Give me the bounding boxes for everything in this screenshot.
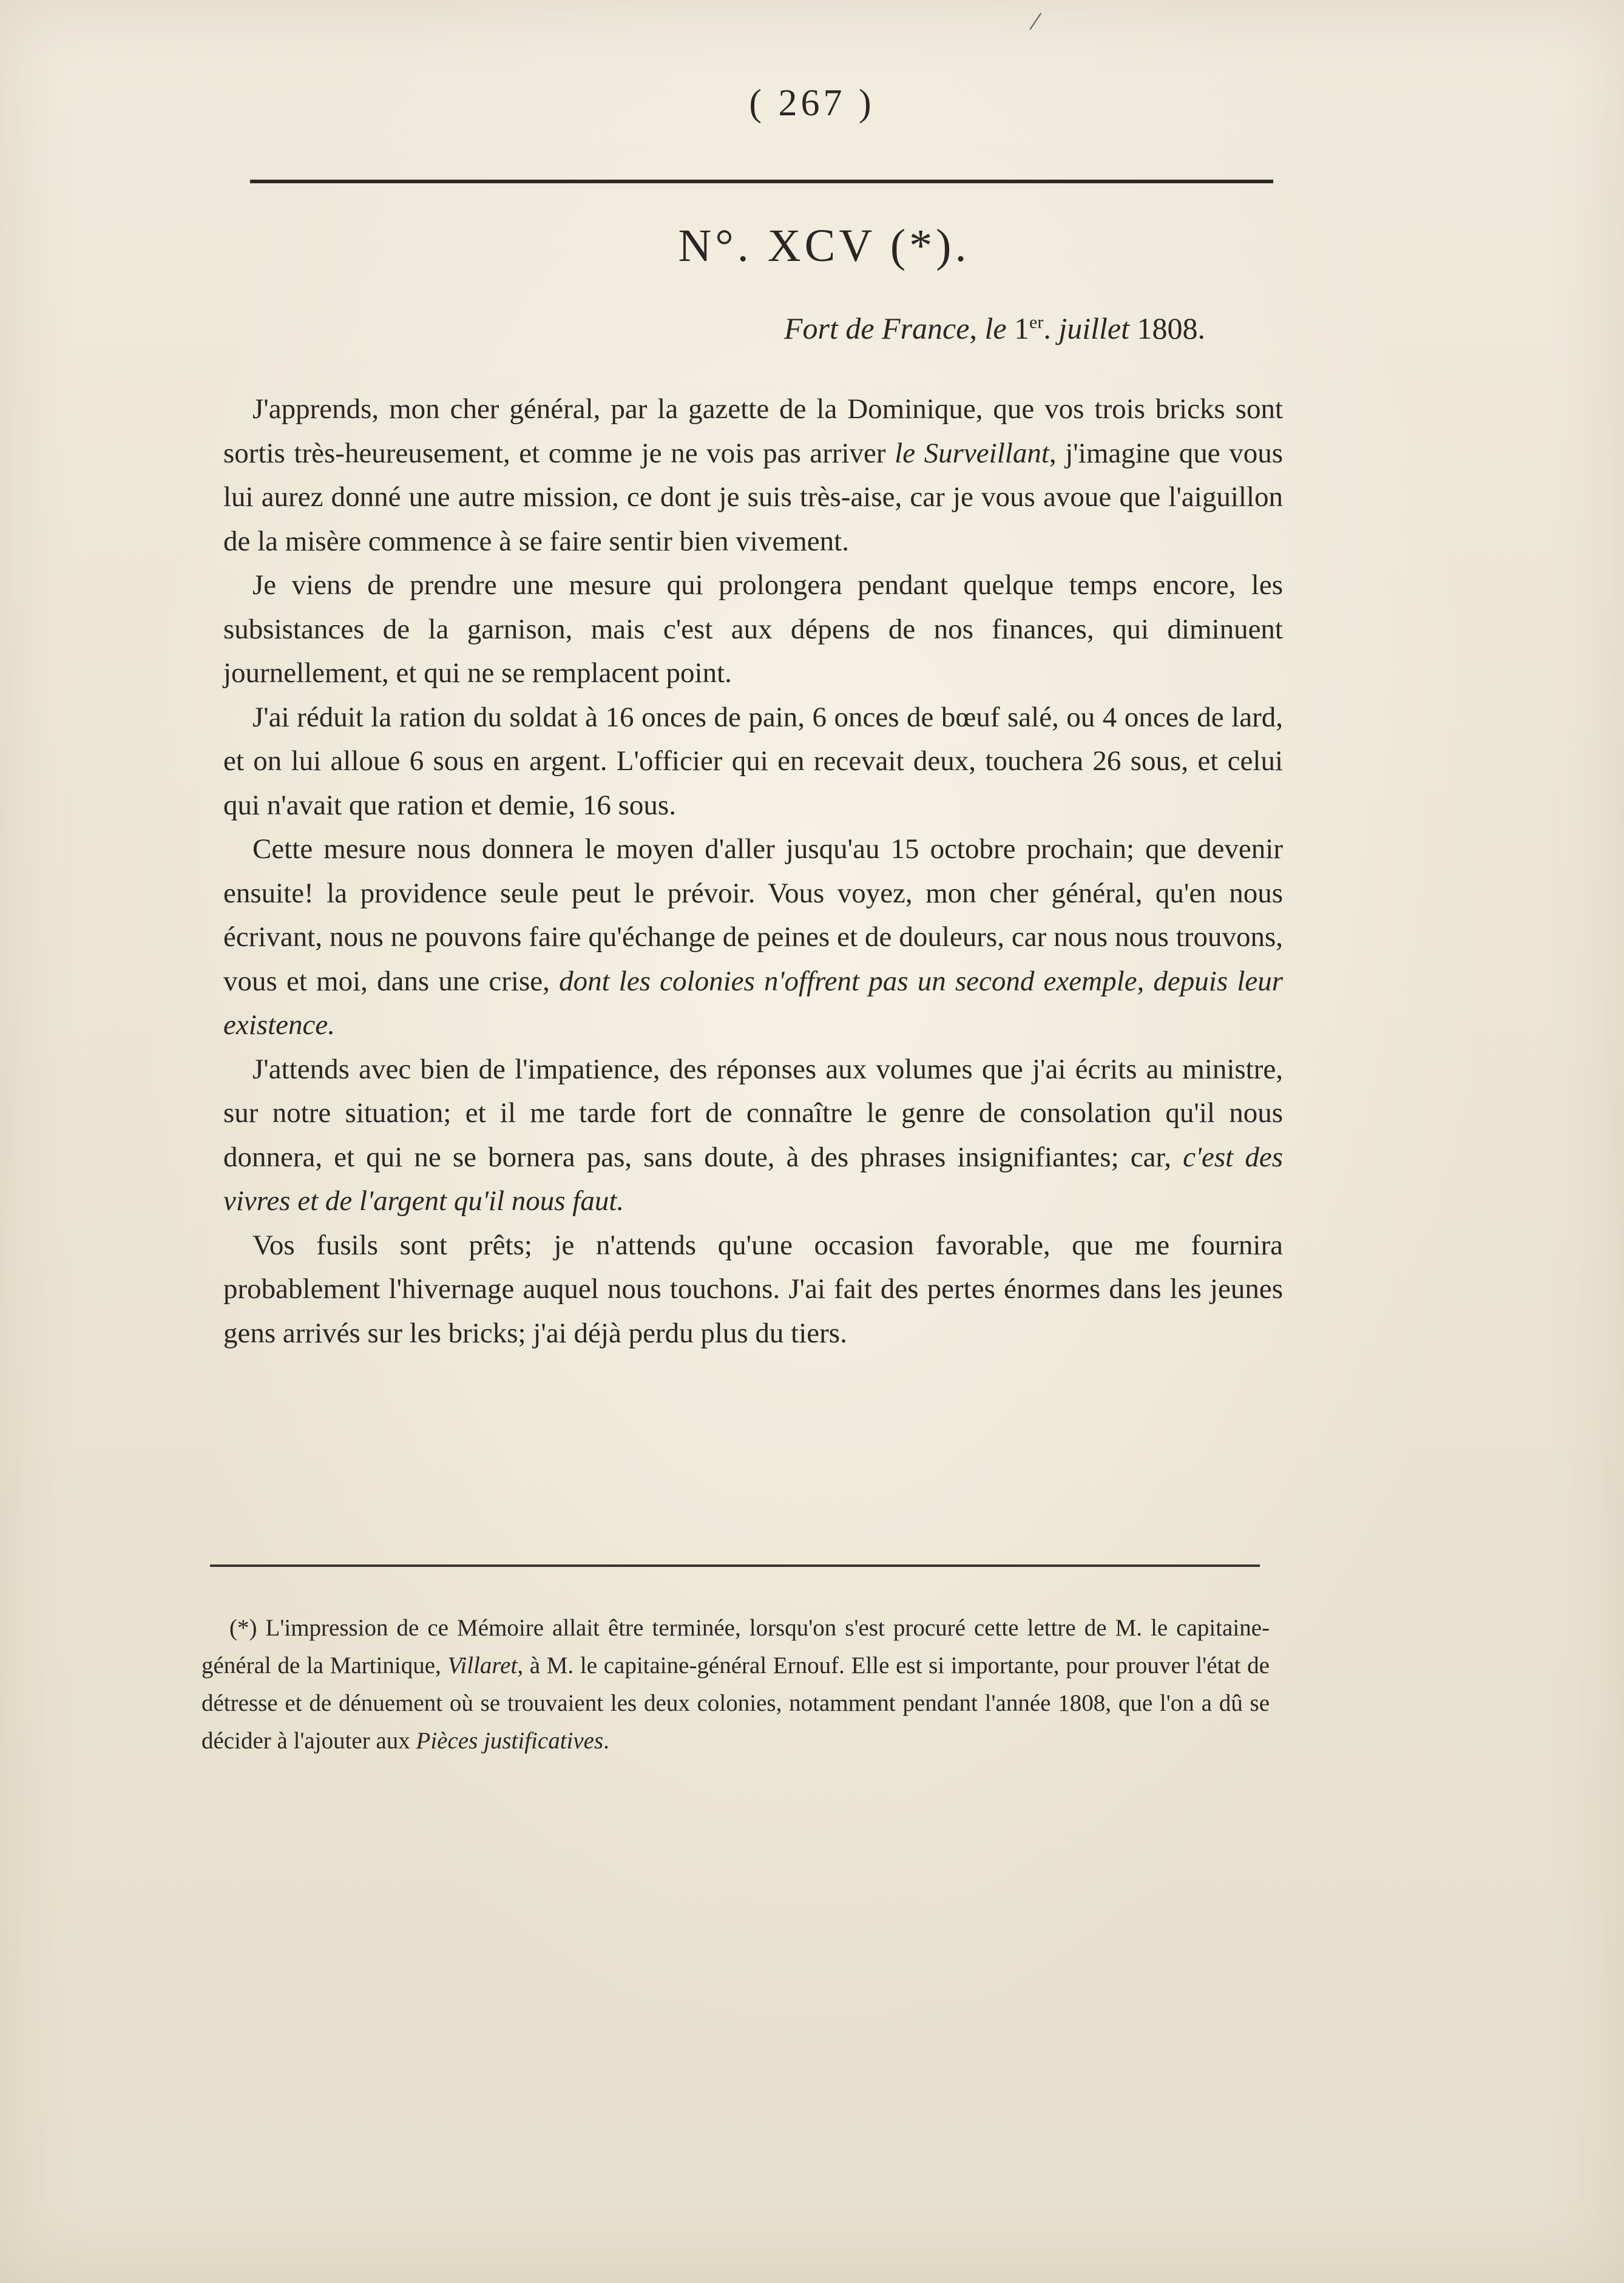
document-heading: N°. XCV (*). bbox=[678, 220, 970, 271]
footnote-text-b: , à M. le capitaine-général Ernouf. Elle est si importante, pour prouver l'état de détresse et de dénuement où se trouvaient les deux colonies, notamment pendant l'année 1808, que l'on a dû se décider à l'ajouter aux bbox=[201, 1652, 1270, 1754]
paragraph-4 bbox=[223, 827, 1283, 1047]
paragraph-2 bbox=[223, 563, 1283, 695]
dateline-month: juillet bbox=[1058, 311, 1129, 345]
footnote-name-italic: Villaret bbox=[447, 1652, 518, 1679]
paragraph-2-text: Je viens de prendre une mesure qui prolongera pendant quelque temps encore, les subsistances de la garnison, mais c'est aux dépens de nos finances, qui diminuent journellement, et qui ne se remplacent point. bbox=[223, 569, 1283, 689]
paragraph-6-text: Vos fusils sont prêts; je n'attends qu'une occasion favorable, que me fournira probablement l'hivernage auquel nous touchons. J'ai fait des pertes énormes dans les jeunes gens arrivés sur les bricks; j'ai déjà perdu plus du tiers. bbox=[223, 1229, 1283, 1349]
dateline-day: 1 bbox=[1006, 311, 1030, 345]
stray-pen-mark: / bbox=[1027, 5, 1044, 37]
paragraph-4-text-a: Cette mesure nous donnera le moyen d'aller jusqu'au 15 octobre prochain; que devenir ensuite! la providence seule peut le prévoir. Vous voyez, mon cher général, qu'en nous écrivant, nous ne pouvons faire qu'échange de peines et de douleurs, car nous nous trouvons, vous et moi, dans une crise, bbox=[223, 833, 1283, 997]
paragraph-1-text-b: , j'imagine que vous lui aurez donné une autre mission, ce dont je suis très-aise, car je vous avoue que l'aiguillon de la misère commence à se faire sentir bien vivement. bbox=[223, 437, 1283, 557]
footnote-title-italic: Pièces justificatives bbox=[416, 1728, 604, 1754]
paragraph-5 bbox=[223, 1047, 1283, 1223]
header-rule bbox=[250, 180, 1273, 183]
dateline-dot: . bbox=[1043, 311, 1059, 345]
paragraph-3-text: J'ai réduit la ration du soldat à 16 onces de pain, 6 onces de bœuf salé, ou 4 onces de lard, et on lui alloue 6 sous en argent. L'officier qui en recevait deux, touchera 26 sous, et celui qui n'avait que ration et demie, 16 sous. bbox=[223, 701, 1283, 821]
paragraph-3 bbox=[223, 695, 1283, 828]
dateline-year: 1808. bbox=[1129, 311, 1205, 345]
footnote-rule bbox=[210, 1564, 1260, 1567]
paragraph-1-text-a: J'apprends, mon cher général, par la gazette de la Dominique, que vos trois bricks sont sortis très-heureusement, et comme je ne vois pas arriver bbox=[223, 393, 1283, 469]
footnote bbox=[201, 1609, 1270, 1760]
paragraph-5-text-a: J'attends avec bien de l'impatience, des réponses aux volumes que j'ai écrits au ministre, sur notre situation; et il me tarde fort de connaître le genre de consolation qu'il nous donnera, et qui ne se bornera pas, sans doute, à des phrases insignifiantes; car, bbox=[223, 1053, 1283, 1173]
paragraph-4-italic: dont les colonies n'offrent pas un second exemple, depuis leur existence. bbox=[223, 965, 1283, 1041]
page-number: ( 267 ) bbox=[749, 83, 875, 124]
footnote-paragraph bbox=[201, 1609, 1270, 1760]
dateline bbox=[784, 311, 1205, 346]
letter-body bbox=[223, 387, 1283, 1355]
footnote-text-a: (*) L'impression de ce Mémoire allait être terminée, lorsqu'on s'est procuré cette lettre de M. le capitaine-général de la Martinique, bbox=[201, 1615, 1270, 1679]
paragraph-1 bbox=[223, 387, 1283, 563]
paragraph-5-italic: c'est des vivres et de l'argent qu'il nous faut. bbox=[223, 1141, 1283, 1217]
paragraph-6 bbox=[223, 1223, 1283, 1356]
footnote-text-c: . bbox=[603, 1728, 609, 1754]
dateline-day-suffix: er bbox=[1029, 312, 1044, 333]
dateline-le: le bbox=[984, 311, 1007, 345]
dateline-sep: , bbox=[969, 311, 985, 345]
ship-name-italic: le Surveillant bbox=[895, 437, 1049, 469]
dateline-place: Fort de France bbox=[783, 311, 970, 345]
